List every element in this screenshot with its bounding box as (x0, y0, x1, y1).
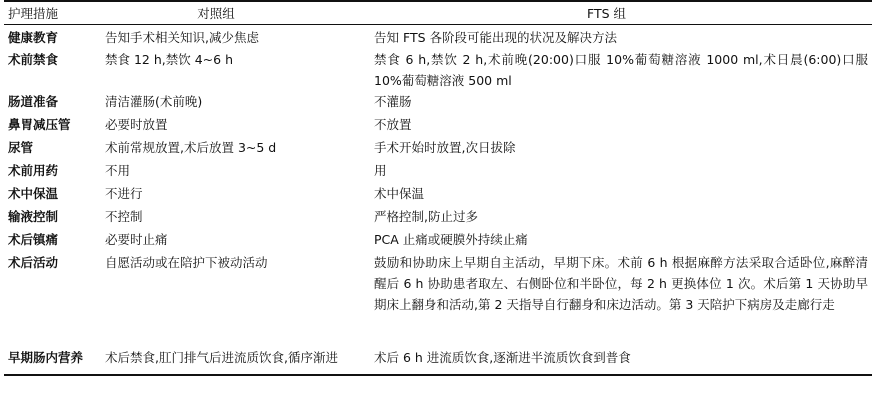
header-nursing-measure: 护理措施 (8, 5, 59, 21)
table-row (4, 183, 872, 206)
row-item: 术后镇痛 (8, 232, 59, 247)
row-control: 禁食 12 h,禁饮 4~6 h (105, 52, 233, 67)
table-row (4, 252, 872, 344)
row-fts: 告知 FTS 各阶段可能出现的状况及解决方法 (374, 30, 617, 45)
table-row (4, 229, 872, 252)
row-control: 术后禁食,肛门排气后进流质饮食,循序渐进 (105, 350, 338, 365)
row-item: 术中保温 (8, 186, 59, 201)
row-control: 自愿活动或在陪护下被动活动 (105, 255, 268, 270)
row-control: 不进行 (105, 186, 143, 201)
table-header (4, 1, 872, 25)
row-fts: 用 (374, 163, 387, 178)
header-control-group: 对照组 (197, 5, 235, 21)
nursing-measures-table (4, 0, 872, 376)
row-fts: 手术开始时放置,次日拔除 (374, 140, 516, 155)
row-item: 鼻胃减压管 (8, 117, 71, 132)
row-item: 术前禁食 (8, 52, 59, 67)
table-row (4, 344, 872, 375)
row-control: 清洁灌肠(术前晚) (105, 94, 203, 109)
header-fts-group: FTS 组 (586, 5, 626, 21)
row-fts: 术中保温 (374, 186, 425, 201)
row-control: 必要时止痛 (105, 232, 168, 247)
row-item: 肠道准备 (8, 94, 59, 109)
row-control: 告知手术相关知识,减少焦虑 (105, 30, 259, 45)
row-item: 健康教育 (8, 30, 59, 45)
table-row (4, 91, 872, 114)
table-body (4, 25, 872, 376)
row-item: 输液控制 (8, 209, 59, 224)
row-control: 不控制 (105, 209, 143, 224)
row-item: 尿管 (8, 140, 34, 155)
row-control: 不用 (105, 163, 131, 178)
row-fts: 术后 6 h 进流质饮食,逐渐进半流质饮食到普食 (374, 350, 631, 365)
table-row (4, 137, 872, 160)
table-row (4, 206, 872, 229)
row-item: 早期肠内营养 (8, 350, 84, 365)
row-fts: PCA 止痛或硬膜外持续止痛 (374, 232, 528, 247)
row-item: 术后活动 (8, 255, 59, 270)
table-row (4, 49, 872, 91)
table-row (4, 25, 872, 50)
header-row (4, 1, 872, 25)
row-fts: 严格控制,防止过多 (374, 209, 478, 224)
row-fts: 禁食 6 h,禁饮 2 h,术前晚(20:00)口服 10%葡萄糖溶液 1000 ml,术日晨(6:00)口服 10%葡萄糖溶液 500 ml (374, 52, 868, 88)
row-fts: 不放置 (374, 117, 412, 132)
row-item: 术前用药 (8, 163, 59, 178)
table-row (4, 160, 872, 183)
row-control: 必要时放置 (105, 117, 168, 132)
row-fts: 鼓励和协助床上早期自主活动，早期下床。术前 6 h 根据麻醉方法采取合适卧位,麻醉清醒后 6 h 协助患者取左、右侧卧位和半卧位，每 2 h 更换体位 1 次。术后第 1 天协助早期床上翻身和活动,第 2 天指导自行翻身和床边活动。第 3 天陪护下病房及走廊行走 (374, 255, 868, 312)
row-control: 术前常规放置,术后放置 3~5 d (105, 140, 277, 155)
table-row (4, 114, 872, 137)
row-fts: 不灌肠 (374, 94, 412, 109)
